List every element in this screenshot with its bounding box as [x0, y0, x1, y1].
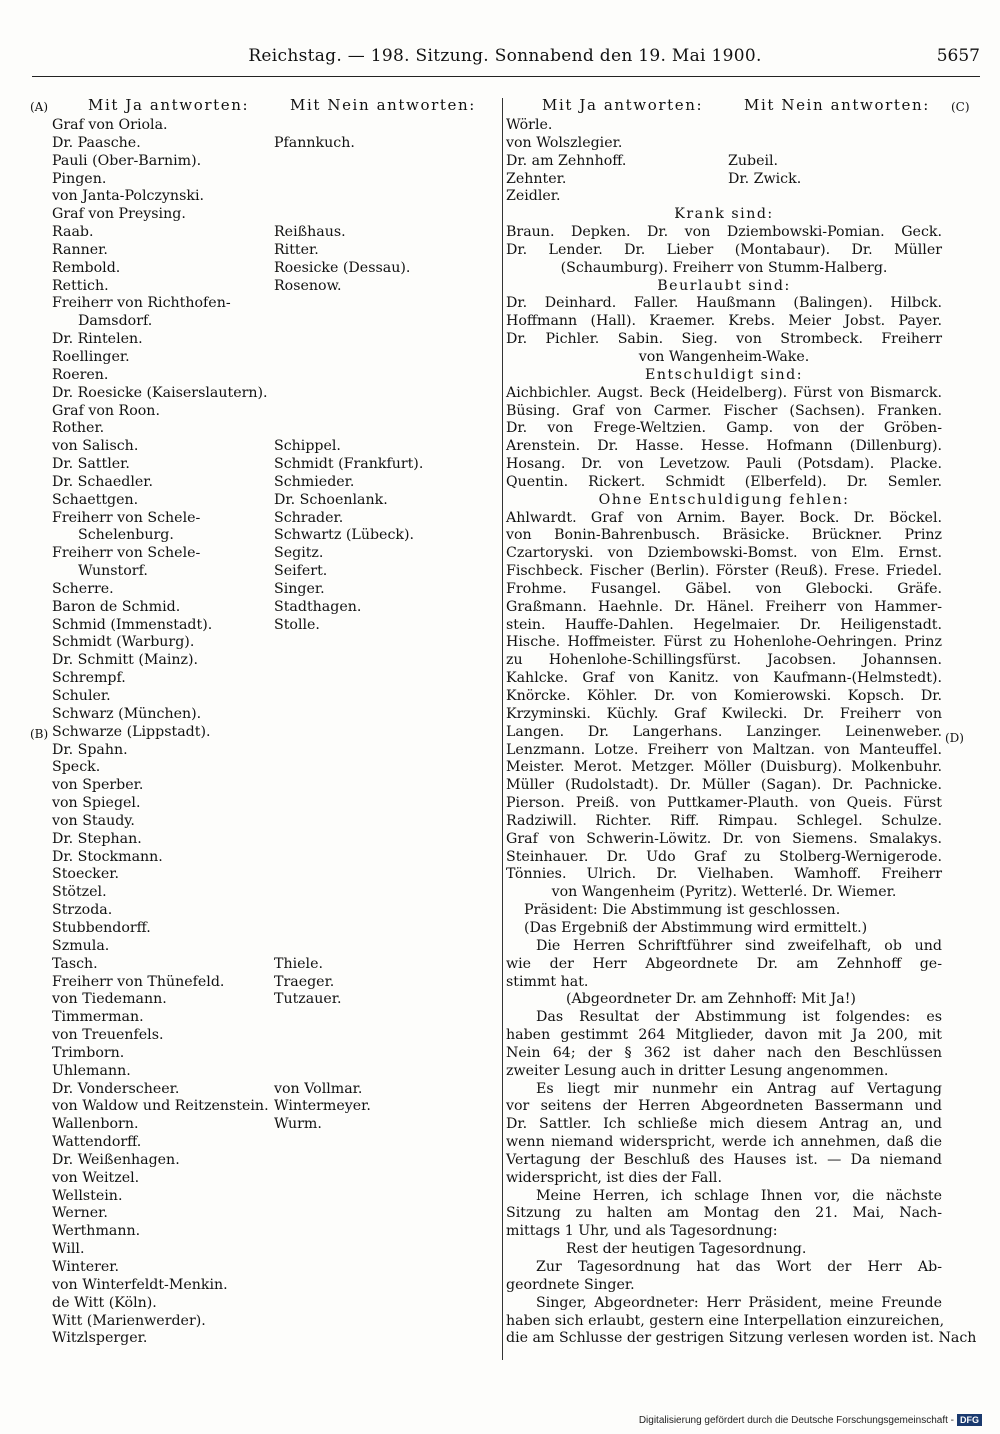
nein-heading: Mit Nein antworten: [744, 96, 930, 114]
vote-row [52, 581, 482, 599]
vote-row [52, 135, 482, 153]
text-line: die am Schlusse der gestrigen Sitzung verlesen worden ist. Nach [506, 1330, 977, 1347]
nein-name: Schmidt (Frankfurt). [274, 456, 424, 473]
ja-name: de Witt (Köln). [52, 1294, 157, 1311]
vote-list [52, 117, 482, 1348]
vote-row [52, 171, 482, 189]
header-rule [32, 76, 980, 77]
text-line: Knörcke. Köhler. Dr. von Komierowski. Kopsch. Dr. [506, 688, 942, 704]
ja-name: Graf von Oriola. [52, 117, 168, 133]
ja-name: Graf von Preysing. [52, 206, 186, 223]
text-line: Dr. Sattler. Ich schließe mich diesem Antrag an, und [506, 1116, 942, 1133]
nein-name: Ritter. [274, 241, 319, 258]
vote-row [52, 563, 482, 581]
ja-name: von Staudy. [52, 812, 135, 829]
text-line: Tönnies. Ulrich. Dr. Vielhaben. Wamhoff. Freiherr [506, 866, 942, 883]
ja-name: Schuler. [52, 688, 111, 704]
text-line: stein. Hauffe-Dahlen. Hegelmaier. Dr. Heiligenstadt. [506, 616, 942, 633]
footer-text: Digitalisierung gefördert durch die Deutsche Forschungsgemeinschaft - [638, 1415, 954, 1426]
ja-name: Schmid (Immenstadt). [52, 616, 213, 633]
vote-row [52, 652, 482, 670]
ja-name: Wellstein. [52, 1187, 123, 1204]
vote-row [52, 617, 482, 635]
nein-name: Dr. Zwick. [728, 170, 802, 187]
vote-row [52, 974, 482, 992]
vote-row [52, 206, 482, 224]
text-line: (Das Ergebniß der Abstimmung wird ermittelt.) [524, 919, 868, 936]
vote-row [52, 1134, 482, 1152]
column-divider [502, 98, 503, 1360]
ja-name: Strzoda. [52, 902, 113, 919]
text-line: von Wangenheim (Pyritz). Wetterlé. Dr. Wiemer. [551, 884, 897, 901]
vote-row [52, 866, 482, 884]
ja-name: Dr. Vonderscheer. [52, 1080, 180, 1097]
vote-row [506, 153, 942, 171]
vote-row [52, 1170, 482, 1188]
ja-name: von Waldow und Reitzenstein. [52, 1098, 269, 1115]
text-line: widerspricht, ist dies der Fall. [506, 1169, 722, 1186]
text-line: Czartoryski. von Dziembowski-Bomst. von Elm. Ernst. [506, 545, 942, 562]
ja-name: Tasch. [52, 955, 98, 972]
vote-row [52, 1063, 482, 1081]
ja-name: von Weitzel. [52, 1169, 140, 1186]
left-column-heading [52, 96, 482, 117]
ja-name: von Winterfeldt-Menkin. [52, 1276, 228, 1293]
vote-row [52, 545, 482, 563]
vote-row [52, 1295, 482, 1313]
nein-name: Rosenow. [274, 277, 342, 294]
vote-row [52, 527, 482, 545]
ja-name: Freiherr von Schele- [52, 545, 201, 562]
text-line: mittags 1 Uhr, und als Tagesordnung: [506, 1223, 778, 1240]
vote-row [52, 795, 482, 813]
ja-name: von Salisch. [52, 438, 139, 455]
vote-row [52, 742, 482, 760]
nein-name: Schippel. [274, 438, 341, 455]
vote-row [52, 706, 482, 724]
vote-row [52, 510, 482, 528]
ja-name: Dr. Roesicke (Kaiserslautern). [52, 384, 268, 401]
page-number: 5657 [936, 46, 980, 66]
ja-name: Trimborn. [52, 1044, 125, 1061]
ja-name: Timmerman. [52, 1009, 144, 1026]
text-line: Quentin. Rickert. Schmidt (Elberfeld). Dr. Semler. [506, 473, 942, 490]
ja-name: Damsdorf. [78, 313, 153, 330]
section-heading: Krank sind: [674, 206, 774, 223]
ja-name: Dr. Spahn. [52, 741, 128, 758]
vote-row [52, 884, 482, 902]
vote-row [52, 831, 482, 849]
right-column-heading [506, 96, 942, 117]
text-line: Dr. Lender. Dr. Lieber (Montabaur). Dr. Müller [506, 241, 942, 258]
ja-name: Schrempf. [52, 670, 126, 687]
vote-row [52, 474, 482, 492]
ja-name: Schelenburg. [78, 527, 174, 544]
ja-name: Roeren. [52, 366, 109, 383]
ja-name: Dr. Stockmann. [52, 848, 163, 865]
ja-name: Will. [52, 1241, 85, 1258]
section-heading: Entschuldigt sind: [645, 366, 803, 383]
vote-row [52, 920, 482, 938]
text-line: Vertagung der Beschluß des Hauses ist. — Da niemand [506, 1151, 942, 1168]
text-line: von Bonin-Bahrenbusch. Bräsicke. Brückner. Prinz [506, 527, 942, 544]
ja-name: von Spiegel. [52, 795, 141, 812]
ja-name: Roellinger. [52, 348, 130, 365]
ja-name: Dr. Schmitt (Mainz). [52, 652, 199, 669]
text-line: Singer, Abgeordneter: Herr Präsident, meine Freunde [536, 1294, 942, 1311]
ja-heading: Mit Ja antworten: [542, 96, 704, 114]
ja-name: Stubbendorff. [52, 919, 151, 936]
section-heading: Beurlaubt sind: [657, 277, 791, 294]
ja-name: von Tiedemann. [52, 991, 167, 1008]
ja-name: von Janta-Polczynski. [52, 188, 204, 205]
ja-name: Freiherr von Richthofen- [52, 295, 231, 312]
vote-row [52, 1116, 482, 1134]
vote-row [52, 1259, 482, 1277]
vote-row [52, 153, 482, 171]
text-line: Die Herren Schriftführer sind zweifelhaft, ob und [536, 937, 942, 954]
proceedings-text [506, 117, 977, 1348]
text-line: Meine Herren, ich schlage Ihnen vor, die nächste [536, 1187, 942, 1204]
nein-name: Schmieder. [274, 473, 355, 490]
ja-name: Raab. [52, 224, 94, 241]
text-line: Graf von Schwerin-Löwitz. Dr. von Siemens. Smalakys. [506, 830, 942, 847]
text-line: von Wolszlegier. [506, 134, 623, 151]
ja-name: Dr. Paasche. [52, 134, 141, 151]
vote-row [52, 349, 482, 367]
text-line: Zur Tagesordnung hat das Wort der Herr Ab- [536, 1259, 942, 1275]
vote-row [52, 777, 482, 795]
ja-name: Scherre. [52, 580, 114, 597]
vote-row [52, 1152, 482, 1170]
vote-row [52, 1081, 482, 1099]
vote-row [52, 188, 482, 206]
vote-row [52, 902, 482, 920]
text-line: Dr. Pichler. Sabin. Sieg. von Strombeck. Freiherr [506, 331, 942, 348]
margin-marker-c: (C) [951, 100, 970, 114]
vote-row [52, 492, 482, 510]
ja-name: Szmula. [52, 937, 110, 954]
ja-name: Dr. Rintelen. [52, 331, 143, 348]
ja-name: Winterer. [52, 1259, 120, 1275]
ja-name: Stötzel. [52, 884, 107, 901]
text-line: Büsing. Graf von Carmer. Fischer (Sachsen). Franken. [506, 402, 942, 419]
text-line: vor seitens der Herren Abgeordneten Bassermann und [506, 1098, 942, 1115]
text-line: Das Resultat der Abstimmung ist folgendes: es [536, 1009, 942, 1026]
text-line: Pierson. Preiß. von Puttkamer-Plauth. von Queis. Fürst [506, 795, 942, 812]
vote-row [52, 759, 482, 777]
text-line: Dr. Deinhard. Faller. Haußmann (Balingen). Hilbck. [506, 295, 942, 312]
vote-row [52, 634, 482, 652]
ja-name: Wallenborn. [52, 1116, 139, 1133]
text-line: Hische. Hoffmeister. Fürst zu Hohenlohe-Oehringen. Prinz [506, 634, 942, 651]
vote-row [52, 242, 482, 260]
vote-row [52, 849, 482, 867]
nein-heading: Mit Nein antworten: [290, 96, 476, 114]
vote-row [52, 1009, 482, 1027]
vote-row [52, 599, 482, 617]
vote-row [52, 224, 482, 242]
nein-name: Singer. [274, 580, 325, 597]
text-line: Krzyminski. Küchly. Graf Kwilecki. Dr. Freiherr von [506, 705, 942, 722]
vote-row [52, 260, 482, 278]
nein-name: Wintermeyer. [274, 1098, 371, 1115]
vote-row [52, 991, 482, 1009]
text-line: Zeidler. [506, 188, 561, 205]
text-line: Radziwill. Richter. Riff. Rimpau. Schlegel. Schulze. [506, 812, 942, 829]
text-line: Graßmann. Haehnle. Dr. Hänel. Freiherr von Hammer- [506, 598, 942, 615]
text-line: wie der Herr Abgeordnete Dr. am Zehnhoff ge- [506, 955, 942, 972]
section-heading: Ohne Entschuldigung fehlen: [598, 491, 850, 508]
vote-row [52, 367, 482, 385]
text-line: Es liegt mir nunmehr ein Antrag auf Vertagung [536, 1080, 942, 1097]
text-line: Hosang. Dr. von Levetzow. Pauli (Potsdam). Placke. [506, 456, 942, 473]
text-line: Wörle. [506, 117, 553, 133]
text-line: Fischbeck. Fischer (Berlin). Förster (Reuß). Frese. Friedel. [506, 563, 942, 580]
nein-name: Traeger. [274, 973, 335, 990]
text-line: wenn niemand widerspricht, werde ich annehmen, daß die [506, 1134, 942, 1151]
vote-row [52, 813, 482, 831]
text-line: Lenzmann. Lotze. Freiherr von Maltzan. von Manteuffel. [506, 741, 942, 758]
ja-name: Rother. [52, 420, 105, 437]
ja-name: Schwarz (München). [52, 705, 202, 722]
vote-row [52, 1098, 482, 1116]
text-line: (Schaumburg). Freiherr von Stumm-Halberg. [560, 259, 888, 276]
header-title: Reichstag. — 198. Sitzung. Sonnabend den 19. Mai 1900. [248, 46, 762, 66]
ja-name: Schwarze (Lippstadt). [52, 723, 211, 740]
nein-name: Reißhaus. [274, 224, 346, 241]
vote-row [52, 1205, 482, 1223]
nein-name: Stadthagen. [274, 598, 362, 615]
vote-row [52, 688, 482, 706]
text-line: Meister. Merot. Metzger. Möller (Duisburg). Molkenbuhr. [506, 759, 942, 776]
text-line: Präsident: Die Abstimmung ist geschlossen. [524, 902, 841, 919]
nein-name: Zubeil. [728, 152, 779, 169]
text-line: Steinhauer. Dr. Udo Graf zu Stolberg-Wernigerode. [506, 848, 942, 865]
ja-name: Stoecker. [52, 866, 120, 883]
text-line: (Abgeordneter Dr. am Zehnhoff: Mit Ja!) [566, 991, 856, 1008]
text-line: Ahlwardt. Graf von Arnim. Bayer. Bock. Dr. Böckel. [506, 509, 942, 526]
margin-marker-d: (D) [945, 731, 964, 745]
text-line: Müller (Rudolstadt). Dr. Müller (Sagan). Dr. Pachnicke. [506, 777, 942, 794]
text-line: von Wangenheim-Wake. [638, 348, 810, 365]
text-line: haben sich erlaubt, gestern eine Interpellation einzureichen, [506, 1312, 945, 1329]
text-line: Frohme. Fusangel. Gäbel. von Glebocki. Gräfe. [506, 580, 942, 597]
text-line: Arenstein. Dr. Hasse. Hesse. Hofmann (Dillenburg). [506, 438, 942, 455]
vote-row [52, 724, 482, 742]
ja-name: Uhlemann. [52, 1062, 131, 1079]
left-column [52, 96, 482, 1348]
vote-row [52, 438, 482, 456]
vote-row [52, 938, 482, 956]
nein-name: Wurm. [274, 1116, 322, 1133]
vote-row [52, 1045, 482, 1063]
vote-row [52, 1277, 482, 1295]
ja-name: Dr. Stephan. [52, 830, 142, 847]
margin-marker-a: (A) [30, 100, 49, 114]
nein-name: Tutzauer. [274, 991, 342, 1008]
ja-name: Graf von Roon. [52, 402, 160, 419]
vote-row [52, 1313, 482, 1331]
vote-row [52, 1241, 482, 1259]
vote-row [52, 385, 482, 403]
ja-name: Schmidt (Warburg). [52, 634, 195, 651]
vote-row [52, 1188, 482, 1206]
vote-row [52, 456, 482, 474]
vote-row [506, 171, 942, 189]
dfg-logo: DFG [957, 1414, 982, 1426]
nein-name: Schrader. [274, 509, 344, 526]
nein-name: Segitz. [274, 545, 324, 562]
nein-name: von Vollmar. [274, 1080, 363, 1097]
vote-row [52, 313, 482, 331]
ja-name: Rettich. [52, 277, 109, 294]
text-line: zu Hohenlohe-Schillingsfürst. Jacobsen. Johannsen. [506, 652, 942, 669]
ja-name: Baron de Schmid. [52, 598, 181, 615]
vote-row [52, 1027, 482, 1045]
ja-name: Dr. Sattler. [52, 456, 130, 473]
ja-name: Werthmann. [52, 1223, 141, 1240]
ja-name: Dr. Weißenhagen. [52, 1151, 180, 1168]
text-line: Rest der heutigen Tagesordnung. [566, 1241, 807, 1258]
text-line: Aichbichler. Augst. Beck (Heidelberg). Fürst von Bismarck. [506, 384, 942, 401]
vote-row [52, 295, 482, 313]
ja-name: Schaettgen. [52, 491, 139, 508]
text-line: stimmt hat. [506, 973, 589, 990]
ja-name: Witt (Marienwerder). [52, 1312, 206, 1329]
vote-row [52, 1330, 482, 1348]
ja-name: Rembold. [52, 259, 121, 276]
nein-name: Seifert. [274, 563, 328, 580]
nein-name: Roesicke (Dessau). [274, 259, 411, 276]
ja-name: Wattendorff. [52, 1134, 142, 1151]
text-line: Kahlcke. Graf von Kanitz. von Kaufmann-(Helmstedt). [506, 670, 942, 687]
text-line: zweiter Lesung auch in dritter Lesung angenommen. [506, 1062, 889, 1079]
text-line: Langen. Dr. Langerhans. Lanzinger. Leinenweber. [506, 723, 942, 740]
ja-name: Zehnter. [506, 170, 567, 187]
footer-credit [639, 1414, 982, 1426]
ja-name: Werner. [52, 1205, 108, 1222]
nein-name: Dr. Schoenlank. [274, 491, 388, 508]
right-column [506, 96, 977, 1348]
text-line: Nein 64; der § 362 ist daher nach den Beschlüssen [506, 1044, 942, 1061]
ja-name: Dr. Schaedler. [52, 473, 154, 490]
nein-name: Stolle. [274, 616, 320, 633]
ja-name: Ranner. [52, 241, 108, 258]
text-line: haben gestimmt 264 Mitglieder, davon mit Ja 200, mit [506, 1027, 942, 1044]
vote-row [52, 670, 482, 688]
nein-name: Pfannkuch. [274, 134, 355, 151]
nein-name: Thiele. [274, 955, 323, 972]
ja-name: von Treuenfels. [52, 1027, 164, 1044]
ja-name: Wunstorf. [78, 563, 148, 580]
vote-row [52, 278, 482, 296]
vote-row [52, 1223, 482, 1241]
ja-heading: Mit Ja antworten: [88, 96, 250, 114]
text-line: geordnete Singer. [506, 1276, 635, 1293]
nein-name: Schwartz (Lübeck). [274, 527, 415, 544]
ja-name: Witzlsperger. [52, 1330, 148, 1347]
vote-row [52, 403, 482, 421]
text-line: Hoffmann (Hall). Kraemer. Krebs. Meier Jobst. Payer. [506, 313, 942, 330]
ja-name: Pauli (Ober-Barnim). [52, 152, 202, 169]
margin-marker-b: (B) [30, 727, 49, 741]
vote-row [52, 956, 482, 974]
text-line: Sitzung zu halten am Montag den 21. Mai, Nach- [506, 1205, 942, 1222]
page-header [30, 46, 980, 72]
ja-name: Freiherr von Thünefeld. [52, 973, 225, 990]
ja-name: Pingen. [52, 170, 107, 187]
ja-name: von Sperber. [52, 777, 144, 794]
vote-row [52, 420, 482, 438]
vote-row [52, 331, 482, 349]
ja-name: Speck. [52, 759, 101, 776]
text-line: Dr. von Frege-Weltzien. Gamp. von der Gröben- [506, 420, 942, 437]
ja-name: Dr. am Zehnhoff. [506, 152, 627, 169]
ja-name: Freiherr von Schele- [52, 509, 201, 526]
vote-row [52, 117, 482, 135]
text-line: Braun. Depken. Dr. von Dziembowski-Pomian. Geck. [506, 224, 942, 241]
